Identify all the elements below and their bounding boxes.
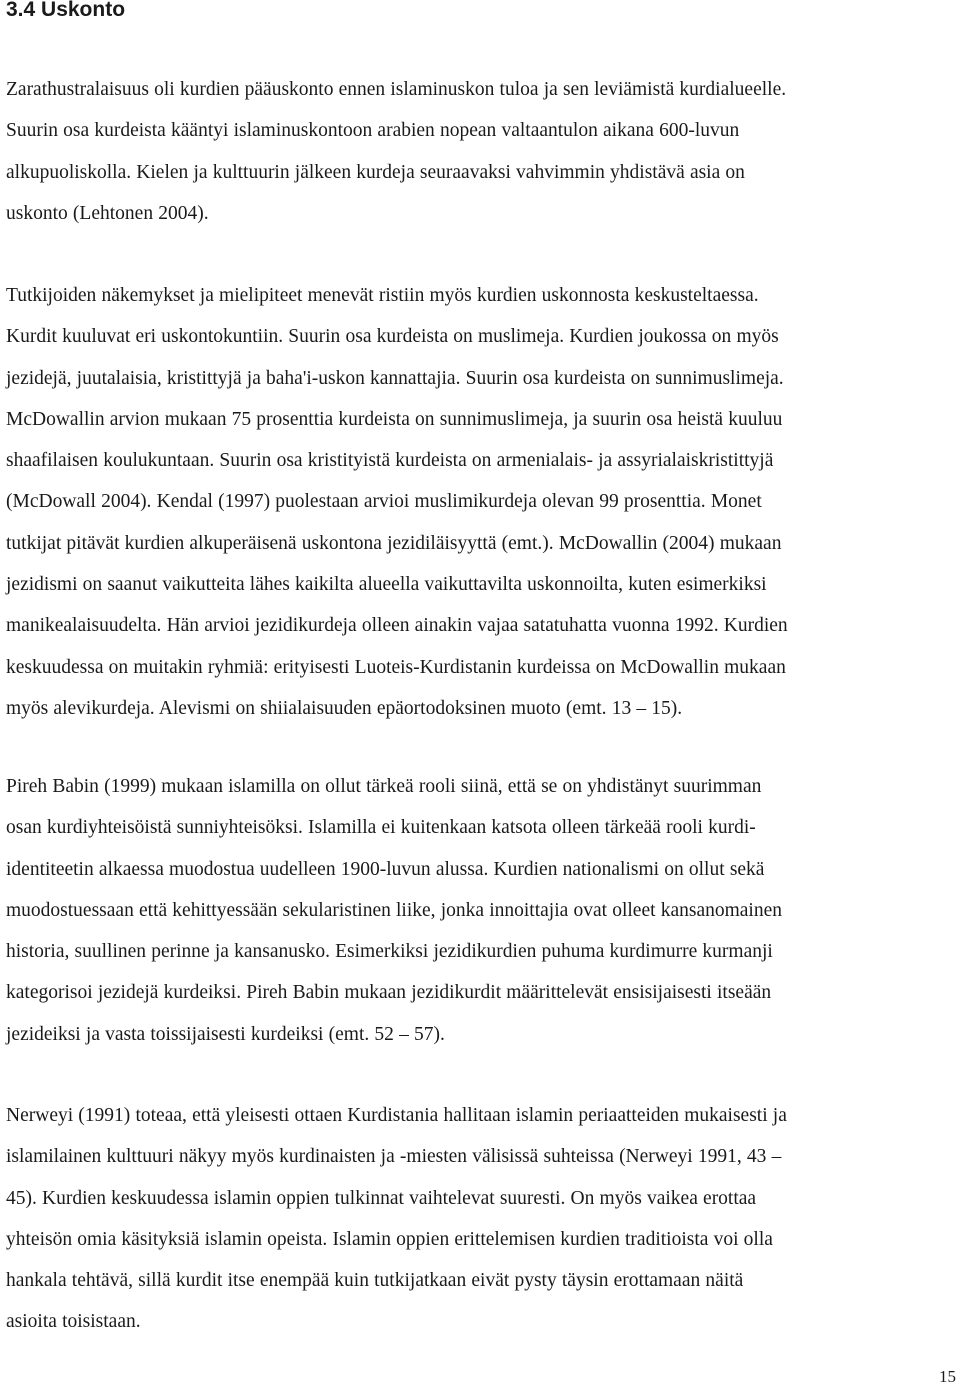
text-line: Nerweyi (1991) toteaa, että yleisesti ottaen Kurdistania hallitaan islamin periaatteiden mukaisesti ja [6, 1105, 787, 1126]
text-line: yhteisön omia käsityksiä islamin opeista. Islamin oppien erittelemisen kurdien traditioista voi olla [6, 1228, 773, 1250]
text-line: (McDowall 2004). Kendal (1997) puolestaan arvioi muslimikurdeja olevan 99 prosenttia. Monet [6, 491, 762, 513]
text-line: islamilainen kulttuuri näkyy myös kurdinaisten ja -miesten välisissä suhteissa (Nerweyi 1991, 43 – [6, 1146, 782, 1168]
text-line: Kurdit kuuluvat eri uskontokuntiin. Suurin osa kurdeista on muslimeja. Kurdien joukossa on myös [6, 326, 779, 348]
text-line: kategorisoi jezidejä kurdeiksi. Pireh Babin mukaan jezidikurdit määrittelevät ensisijaisesti itseään [6, 982, 772, 1004]
text-line: Suurin osa kurdeista kääntyi islaminuskontoon arabien nopean valtaantulon aikana 600-luvun [6, 120, 740, 142]
paragraph-4 [6, 1095, 957, 1343]
text-line: Zarathustralaisuus oli kurdien pääuskonto ennen islaminuskon tuloa ja sen leviämistä kurdialueelle. [6, 79, 787, 100]
text-line: Pireh Babin (1999) mukaan islamilla on ollut tärkeä rooli siinä, että se on yhdistänyt suurimman [6, 776, 762, 797]
text-line: 45). Kurdien keskuudessa islamin oppien tulkinnat vaihtelevat suuresti. On myös vaikea erottaa [6, 1187, 757, 1209]
text-line: McDowallin arvion mukaan 75 prosenttia kurdeista on sunnimuslimeja, ja suurin osa heistä kuuluu [6, 408, 783, 430]
text-line: osan kurdiyhteisöistä sunniyhteisöksi. Islamilla ei kuitenkaan katsota olleen tärkeää rooli kurdi- [6, 817, 756, 839]
text-line: myös alevikurdeja. Alevismi on shiialaisuuden epäortodoksinen muoto (emt. 13 – 15). [6, 697, 683, 719]
text-line: identiteetin alkaessa muodostua uudelleen 1900-luvun alussa. Kurdien nationalismi on ollut sekä [6, 858, 765, 880]
section-heading: 3.4 Uskonto [6, 0, 126, 21]
text-line: jezideiksi ja vasta toissijaisesti kurdeiksi (emt. 52 – 57). [6, 1023, 445, 1045]
text-line: hankala tehtävä, sillä kurdit itse enempää kuin tutkijatkaan eivät pysty täysin erottamaan näitä [6, 1270, 744, 1292]
text-line: uskonto (Lehtonen 2004). [6, 202, 209, 224]
text-line: keskuudessa on muitakin ryhmiä: erityisesti Luoteis-Kurdistanin kurdeissa on McDowallin mukaan [6, 656, 786, 678]
text-line: historia, suullinen perinne ja kansanusko. Esimerkiksi jezidikurdien puhuma kurdimurre kurmanji [6, 941, 773, 963]
text-line: alkupuoliskolla. Kielen ja kulttuurin jälkeen kurdeja seuraavaksi vahvimmin yhdistävä asia on [6, 161, 745, 183]
paragraph-1 [6, 69, 957, 234]
page-number: 15 [939, 1367, 956, 1386]
text-line: Tutkijoiden näkemykset ja mielipiteet menevät ristiin myös kurdien uskonnosta keskusteltaessa. [6, 285, 759, 306]
text-line: tutkijat pitävät kurdien alkuperäisenä uskontona jezidiläisyyttä (emt.). McDowallin (2004) mukaan [6, 532, 782, 554]
text-line: manikealaisuudelta. Hän arvioi jezidikurdeja olleen ainakin vajaa satatuhatta vuonna 1992. Kurdien [6, 615, 788, 637]
text-line: muodostuessaan että kehittyessään sekularistinen liike, jonka innoittajia ovat olleet kansanomainen [6, 899, 782, 921]
text-line: jezidejä, juutalaisia, kristittyjä ja baha'i-uskon kannattajia. Suurin osa kurdeista on sunnimuslimeja. [6, 367, 784, 389]
paragraph-3 [6, 766, 957, 1055]
text-line: asioita toisistaan. [6, 1311, 141, 1333]
text-line: shaafilaisen koulukuntaan. Suurin osa kristityistä kurdeista on armenialais- ja assyrialaiskristittyjä [6, 450, 774, 472]
paragraph-2 [6, 275, 957, 729]
text-line: jezidismi on saanut vaikutteita lähes kaikilta alueella vaikuttavilta uskonnoilta, kuten esimerkiksi [6, 574, 767, 596]
